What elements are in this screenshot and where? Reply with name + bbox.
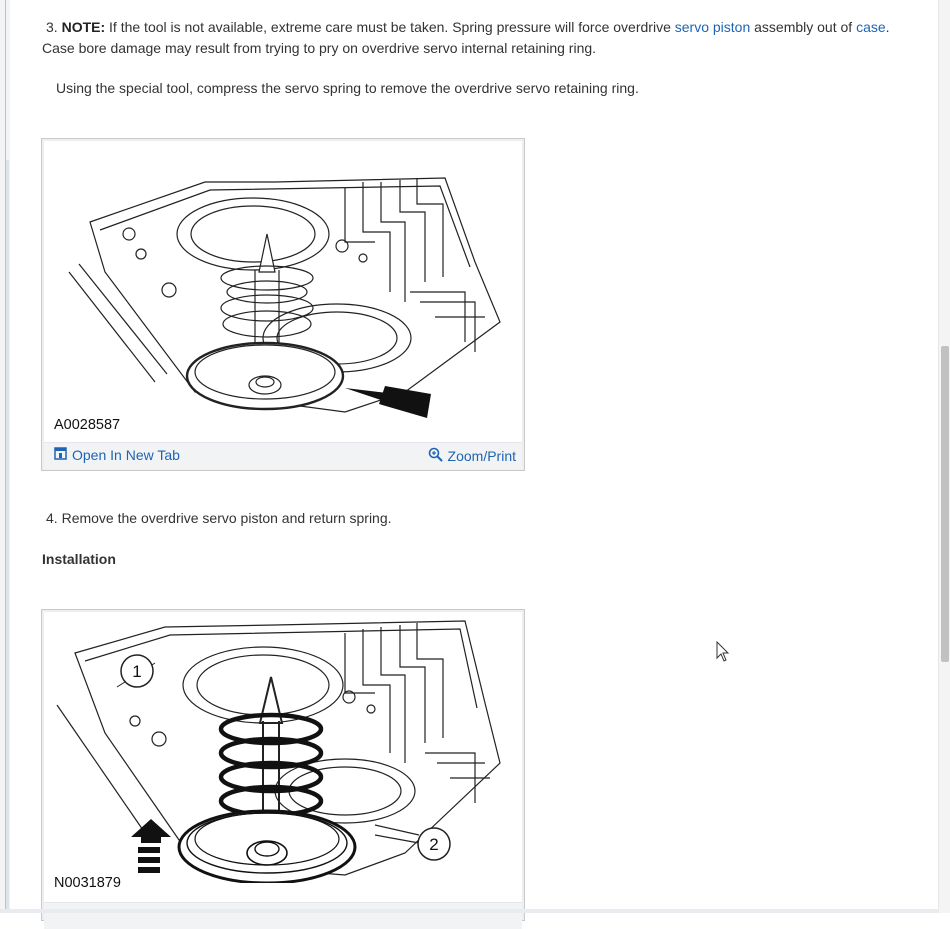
figure-id: A0028587 xyxy=(54,417,121,433)
vertical-scrollbar[interactable] xyxy=(938,0,950,913)
note-text-middle: assembly out of xyxy=(754,19,853,35)
open-new-tab-icon xyxy=(54,447,67,463)
servo-installation-illustration xyxy=(45,613,521,883)
callout-1 xyxy=(121,655,153,687)
magnifier-zoom-icon xyxy=(428,447,443,465)
scrollbar-thumb[interactable] xyxy=(941,346,949,662)
figure-id: N0031879 xyxy=(54,875,121,891)
note-text: If the tool is not available, extreme care must be taken. Spring pressure will force overdrive xyxy=(109,19,671,35)
callout-2 xyxy=(418,828,450,860)
figure-n0031879 xyxy=(41,609,525,921)
step-number: 3. xyxy=(46,19,58,35)
step-4-text: Remove the overdrive servo piston and return spring. xyxy=(61,510,392,526)
step-4 xyxy=(46,508,906,529)
installation-heading: Installation xyxy=(42,551,116,567)
left-border-highlight xyxy=(6,160,9,913)
mouse-cursor-icon xyxy=(716,641,730,666)
note-text-end: . xyxy=(885,19,890,35)
figure-action-bar xyxy=(44,442,522,469)
zoom-print-label: Zoom/Print xyxy=(447,448,516,464)
zoom-print-button[interactable] xyxy=(428,447,516,465)
figure-action-bar xyxy=(44,902,522,929)
case-link[interactable]: case xyxy=(856,19,886,35)
left-frame-edge xyxy=(0,0,10,913)
bottom-frame-edge xyxy=(0,909,939,913)
open-in-new-tab-label: Open In New Tab xyxy=(72,447,180,463)
note-label: NOTE: xyxy=(61,19,106,35)
servo-retaining-ring-illustration xyxy=(45,142,521,432)
servo-piston-link[interactable]: servo piston xyxy=(674,19,751,35)
callout-2-label: 2 xyxy=(429,835,439,854)
step-3-note xyxy=(46,17,926,38)
open-in-new-tab-button[interactable] xyxy=(54,447,180,463)
callout-1-label: 1 xyxy=(132,662,142,681)
step-3-note-line-2: Case bore damage may result from trying to pry on overdrive servo internal retaining ring. xyxy=(42,40,597,56)
figure-a0028587 xyxy=(41,138,525,471)
step-3-instruction: Using the special tool, compress the servo spring to remove the overdrive servo retaining ring. xyxy=(56,80,639,96)
step-number: 4. xyxy=(46,510,58,526)
